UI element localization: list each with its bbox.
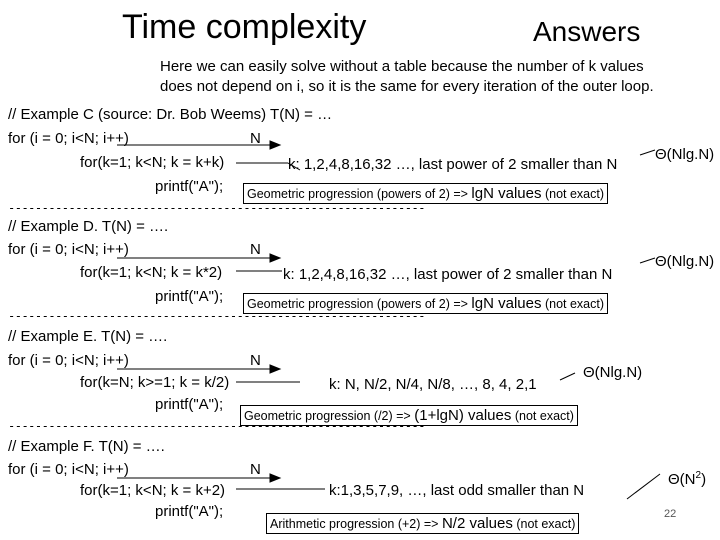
example-d-progression-value: lgN values	[471, 295, 542, 312]
example-d-body: printf("A");	[155, 288, 224, 305]
example-f-result	[668, 470, 706, 488]
intro-line-2: does not depend on i, so it is the same for every iteration of the outer loop.	[160, 78, 654, 95]
slide-title: Time complexity	[122, 8, 367, 46]
example-e-progression-suffix: (not exact)	[514, 409, 574, 423]
example-d-outer-count: N	[250, 241, 261, 258]
example-c-outer-count: N	[250, 130, 261, 147]
example-c-body: printf("A");	[155, 178, 224, 195]
example-e-inner-loop: for(k=N; k>=1; k = k/2)	[80, 374, 230, 391]
example-f-progression-prefix: Arithmetic progression (+2) =>	[270, 517, 439, 531]
example-d-k-values: k: 1,2,4,8,16,32 …, last power of 2 smaller than N	[283, 266, 613, 283]
slide-subtitle: Answers	[533, 16, 641, 47]
example-f-header: // Example F. T(N) = ….	[8, 438, 165, 455]
example-e-outer-count: N	[250, 352, 261, 369]
example-d-progression-prefix: Geometric progression (powers of 2) =>	[247, 297, 468, 311]
example-c-outer-loop: for (i = 0; i<N; i++)	[8, 130, 129, 147]
example-f-k-values: k:1,3,5,7,9, …, last odd smaller than N	[329, 482, 585, 499]
separator-c: --------------------------------------------------------------	[8, 201, 425, 215]
example-d-result: Θ(Nlg.N)	[655, 253, 715, 270]
separator-d: --------------------------------------------------------------	[8, 309, 425, 323]
example-f-outer-loop: for (i = 0; i<N; i++)	[8, 461, 129, 478]
example-e-result: Θ(Nlg.N)	[583, 364, 643, 381]
example-e-k-values: k: N, N/2, N/4, N/8, …, 8, 4, 2,1	[329, 376, 537, 393]
example-d-outer-loop: for (i = 0; i<N; i++)	[8, 241, 129, 258]
example-f-progression-box	[266, 513, 579, 534]
example-d-progression-suffix: (not exact)	[544, 297, 605, 311]
example-f-result-close: )	[701, 471, 707, 488]
example-e-outer-loop: for (i = 0; i<N; i++)	[8, 352, 129, 369]
example-f-result-base: Θ(N	[668, 471, 696, 488]
example-e-body: printf("A");	[155, 396, 224, 413]
example-f-inner-loop: for(k=1; k<N; k = k+2)	[80, 482, 226, 499]
example-d-inner-loop: for(k=1; k<N; k = k*2)	[80, 264, 223, 281]
intro-line-1: Here we can easily solve without a table because the number of k values	[160, 58, 644, 75]
example-d-header: // Example D. T(N) = ….	[8, 218, 169, 235]
example-c-progression-suffix: (not exact)	[544, 187, 605, 201]
example-e-progression-prefix: Geometric progression (/2) =>	[244, 409, 411, 423]
separator-e: --------------------------------------------------------------	[8, 419, 425, 433]
example-e-header: // Example E. T(N) = ….	[8, 328, 168, 345]
example-f-progression-suffix: (not exact)	[516, 517, 576, 531]
example-f-outer-count: N	[250, 461, 261, 478]
example-f-progression-value: N/2 values	[441, 515, 513, 532]
example-c-k-values: k: 1,2,4,8,16,32 …, last power of 2 smaller than N	[288, 156, 618, 173]
example-c-header: // Example C (source: Dr. Bob Weems) T(N) = …	[8, 106, 333, 123]
page-number: 22	[664, 508, 677, 520]
example-c-progression-prefix: Geometric progression (powers of 2) =>	[247, 187, 468, 201]
example-e-progression-value: (1+lgN) values	[414, 407, 512, 424]
example-c-result: Θ(Nlg.N)	[655, 146, 715, 163]
example-c-progression-value: lgN values	[471, 185, 542, 202]
example-f-body: printf("A");	[155, 503, 224, 520]
example-c-inner-loop: for(k=1; k<N; k = k+k)	[80, 154, 225, 171]
example-f-result-exp: 2	[695, 470, 702, 481]
